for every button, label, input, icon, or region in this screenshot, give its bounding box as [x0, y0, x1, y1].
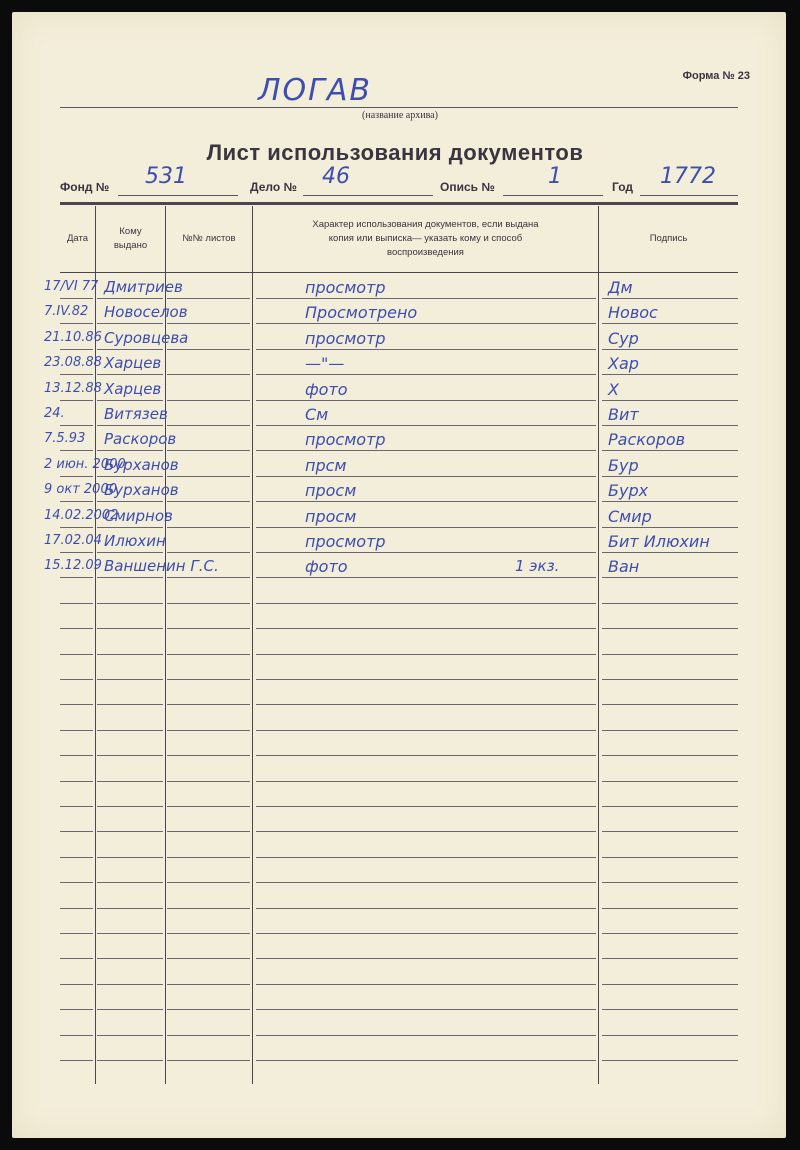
ruled-line	[97, 349, 163, 350]
ruled-line	[167, 577, 250, 578]
row-signature: Бит Илюхин	[608, 532, 710, 551]
ruled-line	[167, 349, 250, 350]
row-date: 21.10.86	[44, 330, 102, 345]
ruled-line	[256, 654, 596, 655]
ruled-line	[167, 501, 250, 502]
ruled-line	[167, 908, 250, 909]
ruled-line	[602, 501, 738, 502]
delo-label: Дело №	[250, 180, 297, 194]
row-signature: Сур	[608, 329, 639, 348]
ruled-line	[60, 425, 93, 426]
row-date: 15.12.09	[44, 558, 102, 573]
god-label: Год	[612, 180, 633, 194]
archive-name: ЛОГАВ	[258, 73, 372, 108]
row-usage: просм	[305, 481, 357, 500]
ruled-line	[256, 577, 596, 578]
fond-line	[118, 195, 238, 196]
ruled-line	[256, 450, 596, 451]
ruled-line	[256, 527, 596, 528]
ruled-line	[602, 908, 738, 909]
ruled-line	[167, 1060, 250, 1061]
ruled-line	[256, 704, 596, 705]
column-header-sheets: №№ листов	[182, 232, 236, 244]
ruled-line	[256, 882, 596, 883]
ruled-line	[60, 755, 93, 756]
ruled-line	[167, 679, 250, 680]
ruled-line	[97, 501, 163, 502]
row-name: Харцев	[104, 380, 162, 398]
row-date: 2 июн. 2000	[44, 457, 126, 472]
ruled-line	[256, 374, 596, 375]
ruled-line	[256, 603, 596, 604]
ruled-line	[602, 882, 738, 883]
ruled-line	[97, 527, 163, 528]
ruled-line	[97, 857, 163, 858]
row-signature: Новос	[608, 303, 658, 322]
ruled-line	[256, 1009, 596, 1010]
row-signature: Вит	[608, 405, 639, 424]
ruled-line	[256, 349, 596, 350]
row-usage: просм	[305, 507, 357, 526]
ruled-line	[256, 781, 596, 782]
row-signature: Хар	[608, 354, 639, 373]
ruled-line	[167, 704, 250, 705]
ruled-line	[602, 628, 738, 629]
ruled-line	[167, 527, 250, 528]
ruled-line	[602, 933, 738, 934]
ruled-line	[167, 806, 250, 807]
column-divider	[252, 206, 253, 1084]
ruled-line	[97, 298, 163, 299]
ruled-line	[97, 374, 163, 375]
ruled-line	[256, 857, 596, 858]
row-date: 17.02.04	[44, 533, 102, 548]
column-header-date: Дата	[66, 232, 89, 244]
ruled-line	[256, 425, 596, 426]
ruled-line	[97, 603, 163, 604]
row-name: Новоселов	[104, 303, 188, 321]
row-signature: Раскоров	[608, 430, 686, 449]
ruled-line	[60, 1009, 93, 1010]
ruled-line	[97, 679, 163, 680]
ruled-line	[60, 298, 93, 299]
row-signature: Ван	[608, 557, 640, 576]
row-name: Дмитриев	[104, 278, 183, 296]
row-date: 14.02.2002	[44, 508, 119, 523]
ruled-line	[97, 552, 163, 553]
ruled-line	[97, 400, 163, 401]
ruled-line	[256, 400, 596, 401]
ruled-line	[60, 450, 93, 451]
row-usage: просмотр	[305, 532, 386, 551]
ruled-line	[97, 654, 163, 655]
ruled-line	[97, 831, 163, 832]
form-number: Форма № 23	[682, 70, 750, 82]
ruled-line	[60, 781, 93, 782]
ruled-line	[602, 349, 738, 350]
ruled-line	[256, 933, 596, 934]
row-usage: просмотр	[305, 278, 386, 297]
ruled-line	[167, 628, 250, 629]
ruled-line	[60, 400, 93, 401]
ruled-line	[167, 831, 250, 832]
opis-label: Опись №	[440, 180, 495, 194]
ruled-line	[167, 958, 250, 959]
ruled-line	[167, 984, 250, 985]
row-usage: просмотр	[305, 329, 386, 348]
ruled-line	[60, 1060, 93, 1061]
archive-caption: (название архива)	[362, 110, 438, 121]
ruled-line	[602, 755, 738, 756]
ruled-line	[97, 577, 163, 578]
ruled-line	[97, 1009, 163, 1010]
ruled-line	[602, 450, 738, 451]
ruled-line	[256, 476, 596, 477]
ruled-line	[60, 552, 93, 553]
ruled-line	[60, 654, 93, 655]
delo-line	[303, 195, 433, 196]
ruled-line	[256, 298, 596, 299]
ruled-line	[167, 323, 250, 324]
ruled-line	[60, 1035, 93, 1036]
ruled-line	[97, 1035, 163, 1036]
ruled-line	[602, 527, 738, 528]
ruled-line	[167, 476, 250, 477]
ruled-line	[602, 603, 738, 604]
row-name: Харцев	[104, 354, 162, 372]
opis-value: 1	[548, 164, 562, 189]
ruled-line	[602, 958, 738, 959]
ruled-line	[167, 400, 250, 401]
row-date: 17/VI 77	[44, 279, 99, 294]
ruled-line	[167, 1035, 250, 1036]
table-header-rule	[60, 272, 738, 273]
ruled-line	[602, 577, 738, 578]
ruled-line	[256, 1060, 596, 1061]
row-date: 23.08.88	[44, 355, 102, 370]
ruled-line	[60, 374, 93, 375]
ruled-line	[167, 425, 250, 426]
row-name: Суровцева	[104, 329, 189, 347]
ruled-line	[602, 1035, 738, 1036]
ruled-line	[60, 908, 93, 909]
ruled-line	[256, 552, 596, 553]
ruled-line	[60, 323, 93, 324]
ruled-line	[256, 958, 596, 959]
ruled-line	[602, 1060, 738, 1061]
column-header-to-whom: Кому выдано	[113, 225, 148, 251]
row-usage: просмотр	[305, 430, 386, 449]
ruled-line	[602, 730, 738, 731]
row-extra: 1 экз.	[515, 557, 560, 575]
row-usage: фото	[305, 557, 348, 576]
ruled-line	[602, 654, 738, 655]
ruled-line	[60, 603, 93, 604]
row-name: Ваншенин Г.С.	[104, 557, 219, 575]
delo-value: 46	[322, 164, 350, 189]
ruled-line	[167, 755, 250, 756]
opis-line	[503, 195, 603, 196]
ruled-line	[602, 679, 738, 680]
row-usage: См	[305, 405, 329, 424]
ruled-line	[97, 1060, 163, 1061]
ruled-line	[602, 400, 738, 401]
ruled-line	[256, 755, 596, 756]
ruled-line	[602, 476, 738, 477]
ruled-line	[97, 425, 163, 426]
row-signature: Х	[608, 380, 619, 399]
ruled-line	[60, 577, 93, 578]
ruled-line	[256, 806, 596, 807]
ruled-line	[167, 552, 250, 553]
ruled-line	[97, 806, 163, 807]
ruled-line	[97, 933, 163, 934]
ruled-line	[167, 450, 250, 451]
column-divider	[598, 206, 599, 1084]
page-title: Лист использования документов	[206, 140, 584, 165]
god-value: 1772	[660, 164, 716, 189]
row-name: Смирнов	[104, 507, 173, 525]
ruled-line	[97, 958, 163, 959]
ruled-line	[60, 349, 93, 350]
row-date: 9 окт 2000	[44, 482, 117, 497]
row-date: 7.IV.82	[44, 304, 89, 319]
ruled-line	[256, 1035, 596, 1036]
ruled-line	[60, 882, 93, 883]
ruled-line	[256, 730, 596, 731]
ruled-line	[97, 628, 163, 629]
ruled-line	[97, 984, 163, 985]
ruled-line	[602, 984, 738, 985]
ruled-line	[256, 984, 596, 985]
ruled-line	[167, 730, 250, 731]
ruled-line	[60, 527, 93, 528]
ruled-line	[60, 806, 93, 807]
ruled-line	[256, 323, 596, 324]
ruled-line	[602, 298, 738, 299]
ruled-line	[97, 755, 163, 756]
row-name: Илюхин	[104, 532, 166, 550]
fond-value: 531	[145, 164, 187, 189]
ruled-line	[602, 781, 738, 782]
ruled-line	[256, 908, 596, 909]
table-top-rule	[60, 202, 738, 205]
ruled-line	[602, 552, 738, 553]
row-signature: Дм	[608, 278, 633, 297]
ruled-line	[60, 628, 93, 629]
ruled-line	[167, 857, 250, 858]
ruled-line	[97, 323, 163, 324]
fond-label: Фонд №	[60, 180, 110, 194]
ruled-line	[97, 882, 163, 883]
row-date: 24.	[44, 406, 65, 421]
row-name: Бурханов	[104, 456, 179, 474]
god-line	[640, 195, 738, 196]
ruled-line	[60, 679, 93, 680]
row-usage: фото	[305, 380, 348, 399]
ruled-line	[167, 781, 250, 782]
ruled-line	[602, 425, 738, 426]
ruled-line	[60, 831, 93, 832]
ruled-line	[60, 958, 93, 959]
ruled-line	[60, 933, 93, 934]
ruled-line	[97, 704, 163, 705]
ruled-line	[60, 476, 93, 477]
ruled-line	[167, 933, 250, 934]
archive-name-line	[60, 107, 738, 108]
row-name: Бурханов	[104, 481, 179, 499]
ruled-line	[602, 806, 738, 807]
ruled-line	[256, 628, 596, 629]
ruled-line	[602, 323, 738, 324]
ruled-line	[97, 730, 163, 731]
ruled-line	[97, 476, 163, 477]
ruled-line	[602, 374, 738, 375]
row-usage: —"—	[305, 354, 345, 373]
row-name: Витязев	[104, 405, 168, 423]
row-signature: Смир	[608, 507, 652, 526]
row-signature: Бурх	[608, 481, 649, 500]
row-date: 13.12.88	[44, 381, 102, 396]
row-usage: Просмотрено	[305, 303, 418, 322]
row-date: 7.5.93	[44, 431, 86, 446]
ruled-line	[167, 298, 250, 299]
ruled-line	[602, 1009, 738, 1010]
column-header-signature: Подпись	[649, 232, 688, 244]
row-signature: Бур	[608, 456, 639, 475]
ruled-line	[167, 1009, 250, 1010]
ruled-line	[60, 704, 93, 705]
ruled-line	[97, 781, 163, 782]
ruled-line	[167, 603, 250, 604]
column-header-usage: Характер использования документов, если выдана копия или выписка— указать кому и способ воспроизведения	[312, 218, 539, 259]
ruled-line	[167, 882, 250, 883]
row-name: Раскоров	[104, 430, 177, 448]
ruled-line	[256, 501, 596, 502]
ruled-line	[167, 654, 250, 655]
ruled-line	[60, 857, 93, 858]
ruled-line	[602, 831, 738, 832]
ruled-line	[167, 374, 250, 375]
ruled-line	[60, 984, 93, 985]
ruled-line	[97, 908, 163, 909]
ruled-line	[256, 679, 596, 680]
ruled-line	[602, 857, 738, 858]
ruled-line	[97, 450, 163, 451]
ruled-line	[60, 730, 93, 731]
ruled-line	[602, 704, 738, 705]
ruled-line	[256, 831, 596, 832]
ruled-line	[60, 501, 93, 502]
row-usage: прсм	[305, 456, 347, 475]
